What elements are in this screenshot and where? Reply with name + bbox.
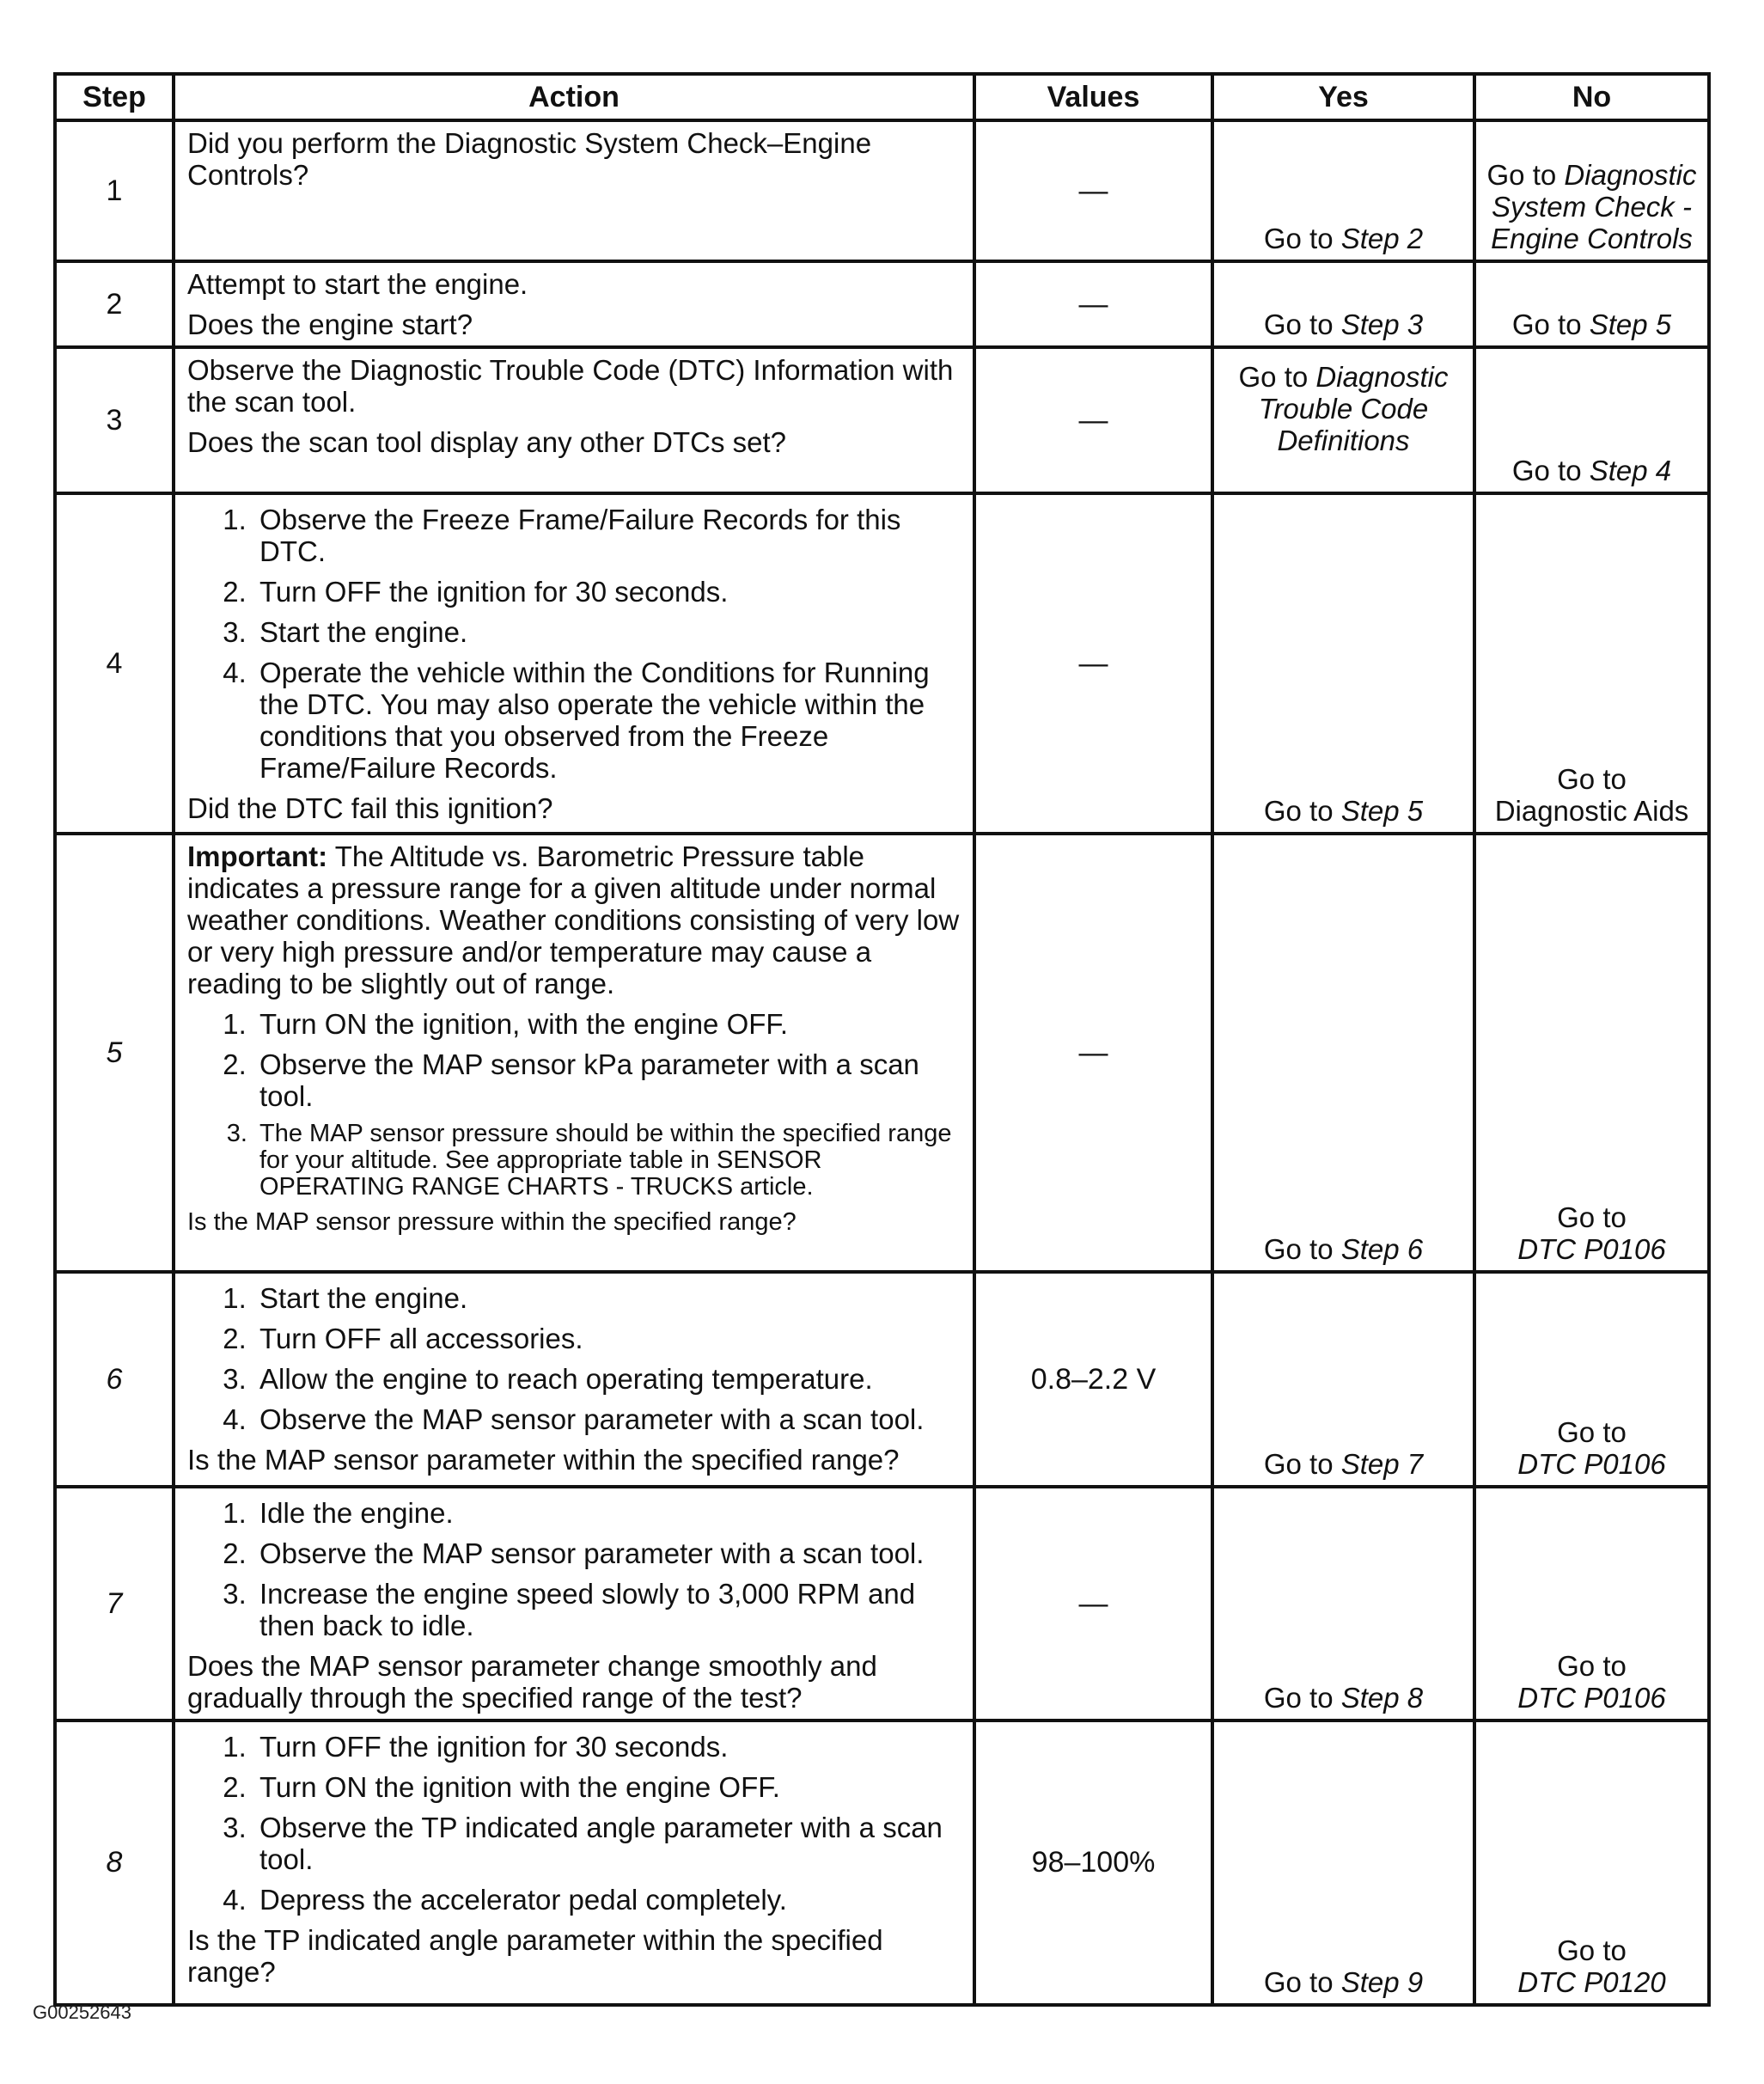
important-label: Important: [187,840,328,872]
action-step-item: 2. Turn OFF the ignition for 30 seconds. [254,576,961,608]
step-number: 5 [55,834,174,1272]
action-question: Is the MAP sensor parameter within the specified range? [187,1444,900,1476]
action-step-item: 3. Start the engine. [254,616,961,648]
yes-prefix: Go to [1263,1233,1341,1265]
important-note [187,840,961,999]
action-step-item: 1. Start the engine. [254,1282,961,1314]
no-link[interactable]: DTC P0106 [1517,1448,1666,1480]
value-cell: 0.8–2.2 V [974,1272,1212,1487]
action-step-item: 3. Increase the engine speed slowly to 3,000 RPM and then back to idle. [254,1578,961,1641]
value-cell: — [974,1487,1212,1720]
action-cell [174,493,974,834]
table-row [55,120,1709,261]
no-prefix: Go to [1557,1934,1627,1966]
yes-cell [1212,1272,1474,1487]
action-step-item: 3. Observe the TP indicated angle parameter with a scan tool. [254,1812,961,1875]
action-step-item: 1. Idle the engine. [254,1497,961,1529]
table-row [55,834,1709,1272]
no-prefix: Go to [1486,159,1565,191]
action-question: Did you perform the Diagnostic System Check–Engine Controls? [187,127,872,191]
action-step-item: 2. Turn ON the ignition with the engine OFF. [254,1771,961,1803]
action-cell [174,120,974,261]
step-number: 2 [55,261,174,347]
header-no: No [1474,74,1709,120]
yes-prefix: Go to [1263,795,1341,827]
action-step-item: 2. Observe the MAP sensor parameter with a scan tool. [254,1537,961,1569]
yes-link[interactable]: Step 7 [1340,1448,1424,1480]
header-action: Action [174,74,974,120]
action-step-item: 4. Observe the MAP sensor parameter with a scan tool. [254,1403,961,1435]
action-cell [174,261,974,347]
action-question: Is the TP indicated angle parameter within the specified range? [187,1924,883,1988]
value-cell: — [974,834,1212,1272]
yes-link[interactable]: Step 8 [1340,1682,1424,1714]
action-step-item: 1. Turn OFF the ignition for 30 seconds. [254,1731,961,1763]
no-prefix: Go to [1557,763,1627,795]
action-cell [174,1487,974,1720]
yes-prefix: Go to [1238,361,1316,393]
no-cell [1474,347,1709,493]
yes-link[interactable]: Step 2 [1340,223,1424,254]
action-intro: Attempt to start the engine. [187,268,528,300]
step-number: 1 [55,120,174,261]
value-cell: — [974,493,1212,834]
action-question: Is the MAP sensor pressure within the specified range? [187,1208,797,1236]
value-cell: — [974,261,1212,347]
value-cell: 98–100% [974,1720,1212,2005]
table-row [55,1720,1709,2005]
action-step-item: 3. The MAP sensor pressure should be within the specified range for your altitude. See appropriate table in SENSOR OPERATING RANGE CHARTS - TRUCKS article. [254,1121,961,1201]
action-step-item: 1. Turn ON the ignition, with the engine OFF. [254,1008,961,1040]
no-prefix: Go to [1557,1201,1627,1233]
no-cell [1474,1720,1709,2005]
no-link[interactable]: Diagnostic Aids [1494,795,1689,827]
no-link[interactable]: DTC P0120 [1517,1966,1666,1998]
action-step-item: 4. Depress the accelerator pedal completely. [254,1884,961,1916]
no-cell [1474,493,1709,834]
action-cell [174,834,974,1272]
step-number: 3 [55,347,174,493]
value-cell: — [974,347,1212,493]
yes-link[interactable]: Step 9 [1340,1966,1424,1998]
action-steps [187,504,961,784]
action-step-item: 3. Allow the engine to reach operating temperature. [254,1363,961,1395]
no-cell [1474,1487,1709,1720]
action-steps [187,1497,961,1641]
table-row [55,493,1709,834]
no-cell [1474,834,1709,1272]
yes-cell [1212,1487,1474,1720]
step-number: 4 [55,493,174,834]
yes-prefix: Go to [1263,309,1341,340]
yes-cell [1212,493,1474,834]
action-cell [174,347,974,493]
value-cell: — [974,120,1212,261]
table-row [55,347,1709,493]
table-row [55,1487,1709,1720]
yes-prefix: Go to [1263,223,1341,254]
important-text: The Altitude vs. Barometric Pressure table indicates a pressure range for a given altitude under normal weather conditions. Weather conditions consisting of very low or very high pressure and/or temperature may cause a reading to be slightly out of range. [187,840,960,999]
diagnostic-table-container [53,72,1707,2001]
yes-cell [1212,1720,1474,2005]
no-link[interactable]: Step 5 [1589,309,1672,340]
action-question: Does the engine start? [187,309,473,340]
step-number: 6 [55,1272,174,1487]
table-row [55,261,1709,347]
no-prefix: Go to [1511,309,1590,340]
no-cell [1474,120,1709,261]
action-cell [174,1720,974,2005]
yes-prefix: Go to [1263,1682,1341,1714]
header-row [55,74,1709,120]
header-yes: Yes [1212,74,1474,120]
no-prefix: Go to [1557,1650,1627,1682]
step-number: 8 [55,1720,174,2005]
yes-cell [1212,834,1474,1272]
no-prefix: Go to [1511,455,1590,486]
yes-link[interactable]: Step 6 [1340,1233,1424,1265]
figure-code: G00252643 [33,2001,131,2023]
header-step: Step [55,74,174,120]
table-row [55,1272,1709,1487]
yes-prefix: Go to [1263,1966,1341,1998]
no-link[interactable]: DTC P0106 [1517,1233,1666,1265]
yes-cell [1212,261,1474,347]
no-link[interactable]: DTC P0106 [1517,1682,1666,1714]
action-question: Does the scan tool display any other DTCs set? [187,426,787,458]
action-step-item: 4. Operate the vehicle within the Conditions for Running the DTC. You may also operate the vehicle within the conditions that you observed from the Freeze Frame/Failure Records. [254,657,961,784]
step-number: 7 [55,1487,174,1720]
no-cell [1474,261,1709,347]
action-question: Does the MAP sensor parameter change smoothly and gradually through the specified range of the test? [187,1650,877,1714]
action-cell [174,1272,974,1487]
action-step-item: 2. Observe the MAP sensor kPa parameter with a scan tool. [254,1048,961,1112]
yes-cell [1212,120,1474,261]
yes-link[interactable]: Step 5 [1340,795,1424,827]
yes-link[interactable]: Step 3 [1340,309,1424,340]
action-steps [187,1008,961,1201]
header-values: Values [974,74,1212,120]
action-steps [187,1282,961,1435]
action-step-item: 2. Turn OFF all accessories. [254,1323,961,1354]
no-cell [1474,1272,1709,1487]
no-link[interactable]: Diagnostic System Check - Engine Controls [1491,159,1697,254]
yes-prefix: Go to [1263,1448,1341,1480]
action-step-item: 1. Observe the Freeze Frame/Failure Records for this DTC. [254,504,961,567]
no-link[interactable]: Step 4 [1589,455,1672,486]
no-prefix: Go to [1557,1416,1627,1448]
action-question: Did the DTC fail this ignition? [187,792,553,824]
diagnostic-table [53,72,1711,2007]
yes-link[interactable]: Diagnostic Trouble Code Definitions [1258,361,1449,456]
yes-cell [1212,347,1474,493]
action-steps [187,1731,961,1916]
action-intro: Observe the Diagnostic Trouble Code (DTC) Information with the scan tool. [187,354,954,418]
